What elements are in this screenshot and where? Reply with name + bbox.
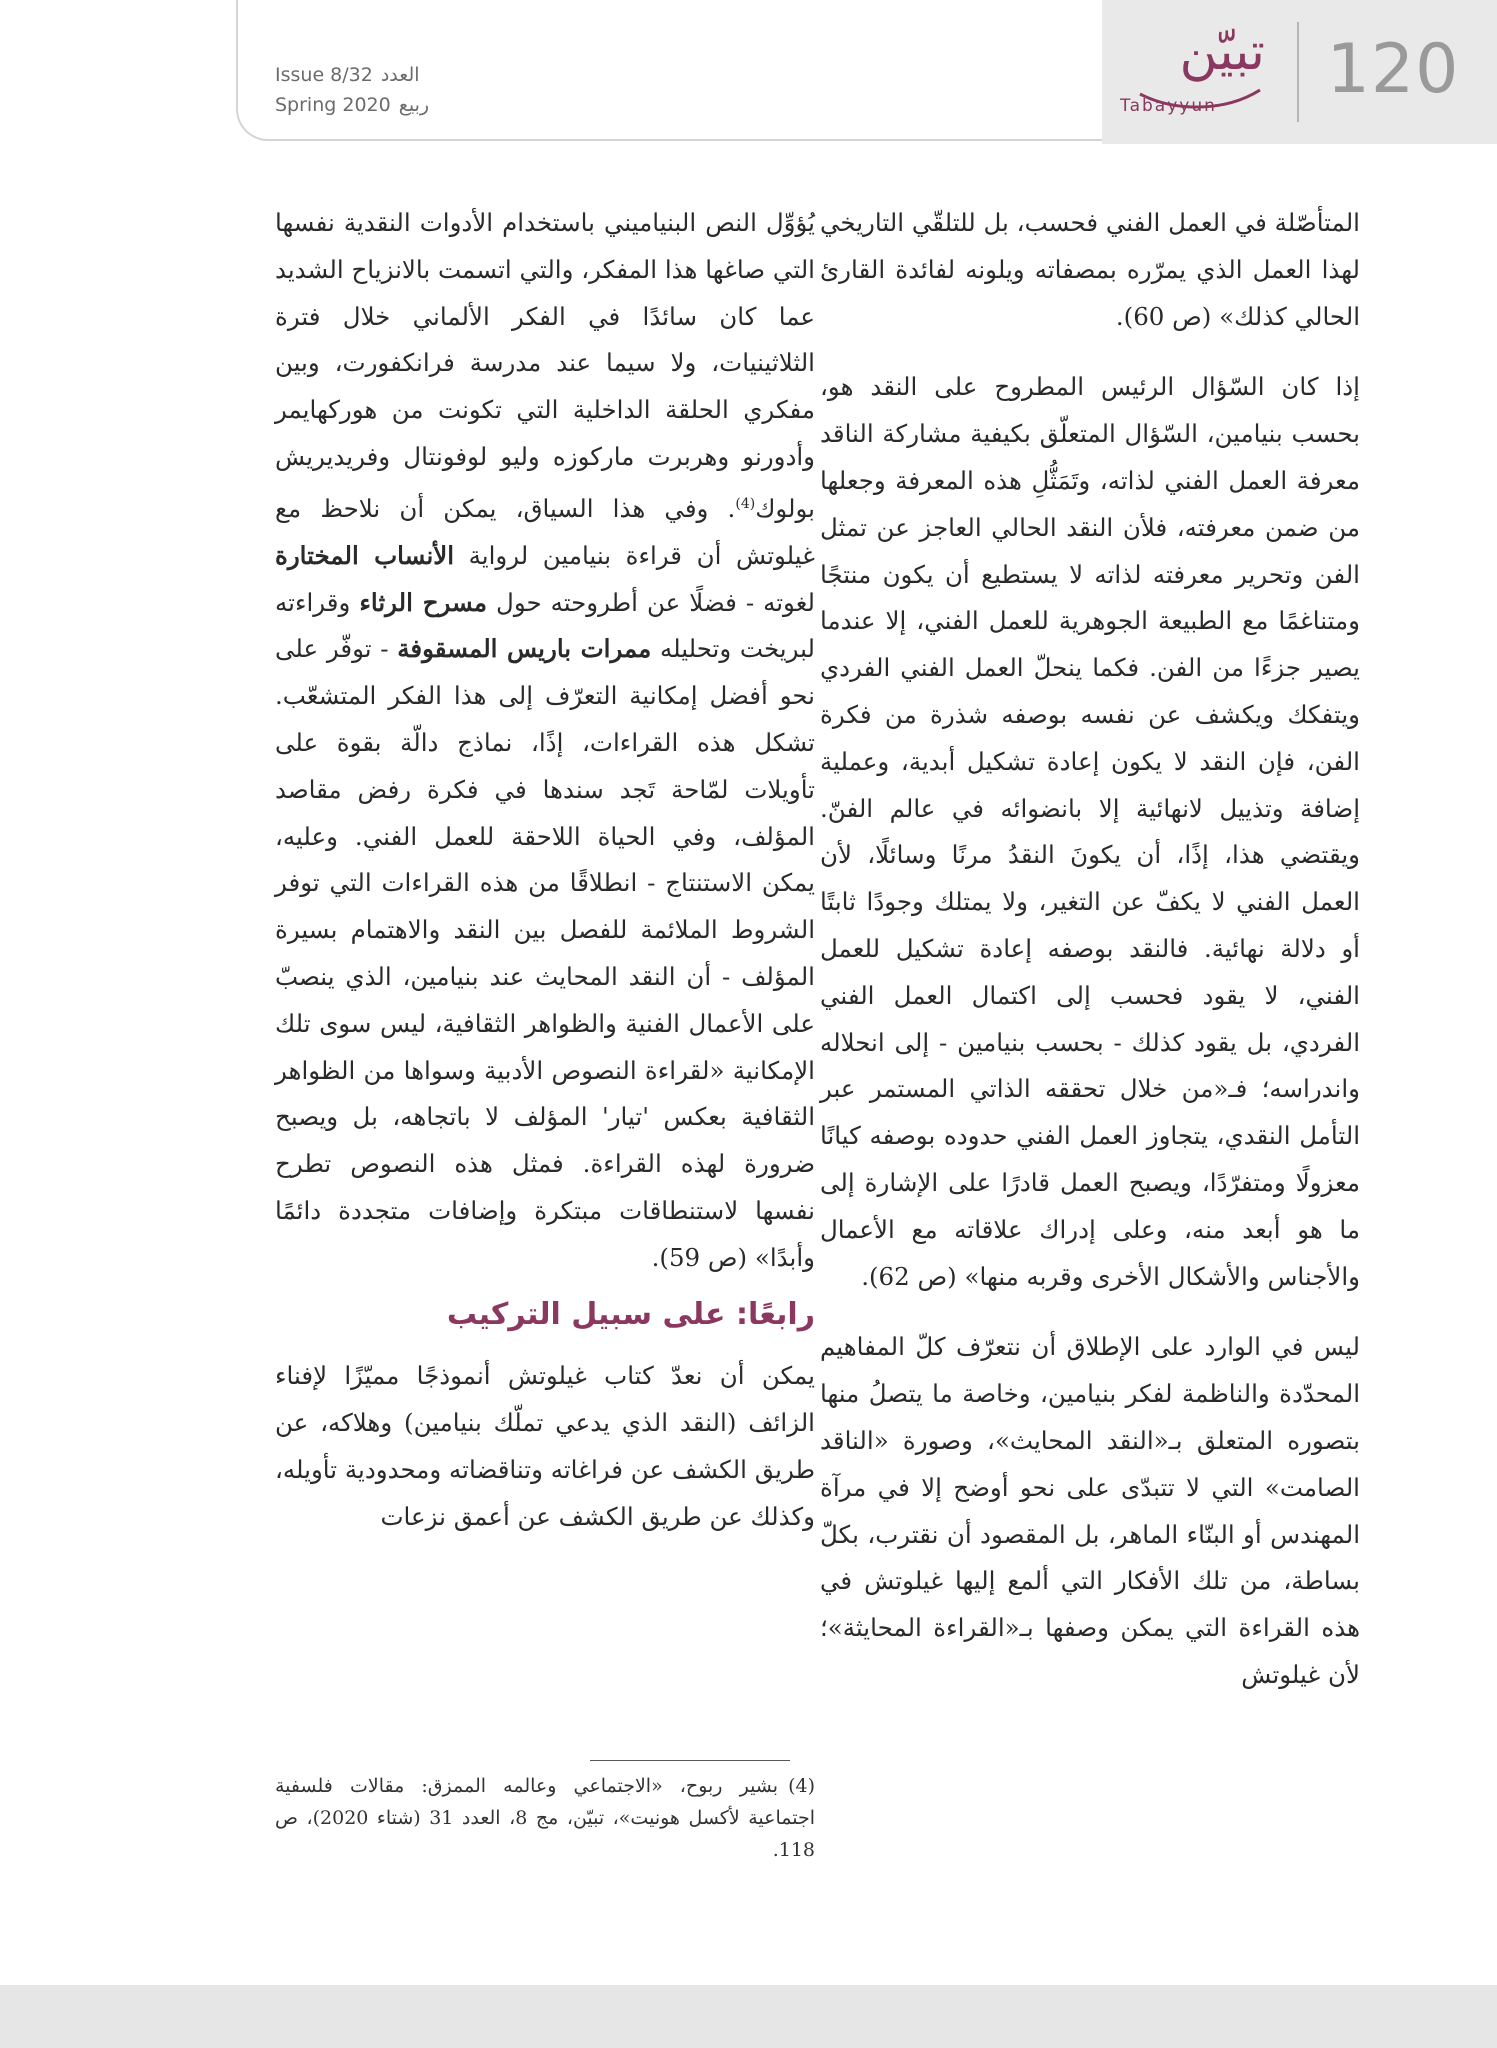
header-divider [1297, 22, 1299, 122]
season-arabic: ربيع [398, 94, 430, 116]
issue-latin: Issue 8/32 [275, 64, 373, 86]
section-heading: رابعًا: على سبيل التركيب [446, 1297, 815, 1333]
logo-latin: Tabayyun [1120, 96, 1217, 116]
footnote [275, 1770, 815, 1866]
footnote-text: بشير ربوح، «الاجتماعي وعالمه الممزق: مقالات فلسفية اجتماعية لأكسل هونيت»، تبيّن، مج 8، العدد 31 (شتاء 2020)، ص 118. [275, 1775, 815, 1861]
season-line [275, 90, 429, 120]
issue-info [275, 60, 429, 120]
text-segment: . وفي هذا السياق، يمكن أن نلاحظ مع غيلوتش أن قراءة بنيامين لرواية [275, 493, 815, 570]
paragraph: ليس في الوارد على الإطلاق أن نتعرّف كلّ المفاهيم المحدّدة والناظمة لفكر بنيامين، وخاصة ما يتصلُ منها بتصوره المتعلق بـ«النقد المحايث»، وصورة «الناقد الصامت» التي لا تتبدّى على نحو أوضح إلا في مرآة المهندس أو البنّاء الماهر، بل المقصود أن نقترب، بكلّ بساطة، من تلك الأفكار التي ألمع إليها غيلوتش في هذه القراءة التي يمكن وصفها بـ«القراءة المحايثة»؛ لأن غيلوتش [820, 1332, 1360, 1689]
season-latin: Spring 2020 [275, 94, 391, 116]
paragraph: المتأصّلة في العمل الفني فحسب، بل للتلقّي التاريخي لهذا العمل الذي يمرّره بمصفاته ويلونه لفائدة القارئ الحالي كذلك» (ص 60). [820, 208, 1360, 331]
page-number: 120 [1326, 30, 1460, 109]
text-segment: وقراءته لبريخت وتحليله [275, 587, 815, 664]
text-segment: - توفّر على نحو أفضل إمكانية التعرّف إلى هذا الفكر المتشعّب. تشكل هذه القراءات، إذًا، نماذج دالّة بقوة على تأويلات لمّاحة تَجد سندها في فكرة رفض مقاصد المؤلف، وفي الحياة اللاحقة للعمل الفني. وعليه، يمكن الاستنتاج - انطلاقًا من هذه القراءات التي توفر الشروط الملائمة للفصل بين النقد والاهتمام بسيرة المؤلف - أن النقد المحايث عند بنيامين، الذي ينصبّ على الأعمال الفنية والظواهر الثقافية، ليس سوى تلك الإمكانية «لقراءة النصوص الأدبية وسواها من الظواهر الثقافية بعكس 'تيار' المؤلف لا باتجاهه، بل ويصبح ضرورة لهذه القراءة. فمثل هذه النصوص تطرح نفسها لاستنطاقات مبتكرة وإضافات متجددة دائمًا وأبدًا» (ص 59). [275, 634, 815, 1272]
paragraph [275, 200, 815, 1281]
footnote-reference[interactable]: (4) [735, 495, 756, 512]
text-segment: لغوته - فضلًا عن أطروحته حول [487, 587, 815, 617]
left-column [275, 200, 815, 1541]
book-title: مسرح الرثاء [359, 587, 488, 617]
text-segment: يُؤوِّل النص البنياميني باستخدام الأدوات النقدية نفسها التي صاغها هذا المفكر، والتي اتسمت بالانزياح الشديد عما كان سائدًا في الفكر الألماني خلال فترة الثلاثينيات، ولا سيما عند مدرسة فرانكفورت، وبين مفكري الحلقة الداخلية التي تكونت من هوركهايمر وأدورنو وهربرت ماركوزه وليو لوفونتال وفريديريش بولوك [275, 208, 815, 523]
paragraph: إذا كان السّؤال الرئيس المطروح على النقد هو، بحسب بنيامين، السّؤال المتعلّق بكيفية مشاركة الناقد معرفة العمل الفني لذاته، وتَمَثُّلِ هذه المعرفة وجعلها من ضمن معرفته، فلأن النقد الحالي العاجز عن تمثل الفن وتحرير معرفته لذاته لا يستطيع أن يكون منتجًا ومتناغمًا مع الطبيعة الجوهرية للعمل الفني، إلا عندما يصير جزءًا من الفن. فكما ينحلّ العمل الفني الفردي ويتفكك ويكشف عن نفسه بوصفه شذرة من فكرة الفن، فإن النقد لا يكون إعادة تشكيل أبدية، وعملية إضافة وتذييل لانهائية إلا بانضوائه في عالم الفنّ. ويقتضي هذا، إذًا، أن يكونَ النقدُ مرنًا وسائلًا، لأن العمل الفني لا يكفّ عن التغير، ولا يمتلك وجودًا ثابتًا أو دلالة نهائية. فالنقد بوصفه إعادة تشكيل للعمل الفني، لا يقود فحسب إلى اكتمال العمل الفني الفردي، بل يقود كذلك - بحسب بنيامين - إلى انحلاله واندراسه؛ فـ«من خلال تحققه الذاتي المستمر عبر التأمل النقدي، يتجاوز العمل الفني حدوده بوصفه كيانًا معزولًا ومتفرّدًا، ويصبح العمل قادرًا على الإشارة إلى ما هو أبعد منه، وعلى إدراك علاقاته مع الأعمال والأجناس والأشكال الأخرى وقربه منها» (ص 62). [820, 372, 1360, 1291]
right-column [820, 200, 1360, 1699]
footer-band [0, 1985, 1497, 2048]
paragraph: يمكن أن نعدّ كتاب غيلوتش أنموذجًا مميّزًا لإفناء الزائف (النقد الذي يدعي تملّك بنيامين) وهلاكه، عن طريق الكشف عن فراغاته وتناقضاته ومحدودية تأويله، وكذلك عن طريق الكشف عن أعمق نزعات [275, 1361, 815, 1531]
logo-arabic: تبيّن [1179, 22, 1265, 82]
issue-line [275, 60, 429, 90]
book-title: الأنساب المختارة [275, 540, 455, 570]
book-title: ممرات باريس المسقوفة [397, 634, 652, 664]
footnote-rule [590, 1760, 790, 1761]
issue-arabic: العدد [380, 64, 420, 86]
footnote-number: (4) [788, 1775, 815, 1797]
journal-logo [1115, 22, 1285, 132]
